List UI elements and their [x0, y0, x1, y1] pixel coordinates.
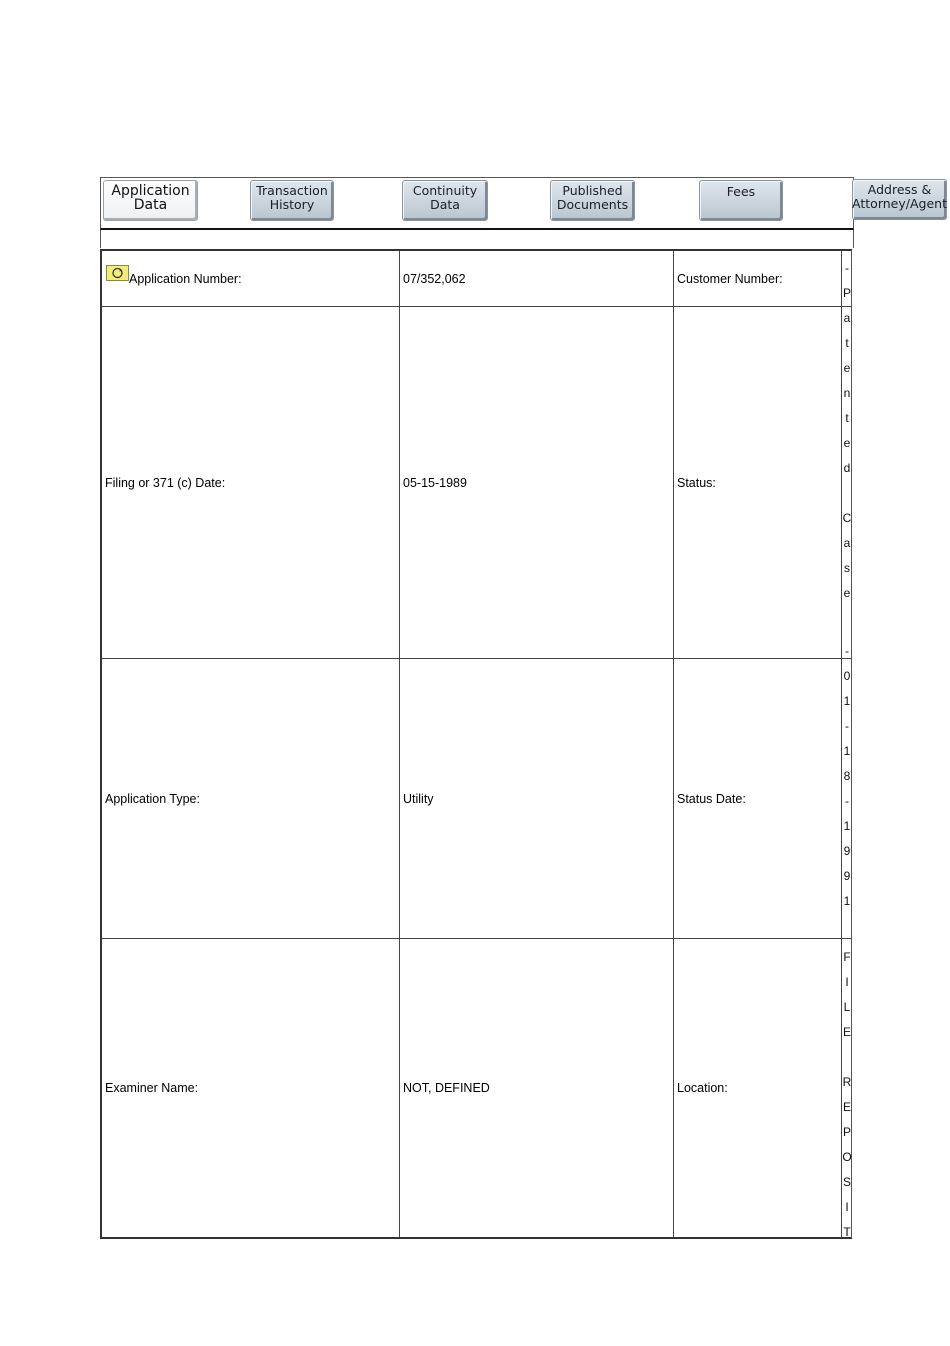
tab-underline [100, 223, 854, 230]
status-value-char: P [842, 286, 851, 300]
status-label: Status: [674, 307, 842, 658]
location-value-char: I [845, 1200, 849, 1214]
status-date-value-char: - [845, 719, 849, 733]
status-value-char: d [843, 461, 851, 475]
location-value-char: P [842, 1125, 851, 1139]
tab-application-data[interactable] [103, 180, 198, 221]
tab-address-attorney-agent[interactable] [852, 179, 947, 220]
status-date-value-char: 8 [843, 769, 851, 783]
table-row [102, 939, 851, 1237]
application-number-label: Application Number: [129, 271, 242, 286]
tab-transaction-history[interactable] [250, 180, 334, 221]
examiner-name-label: Examiner Name: [102, 939, 400, 1237]
status-date-label: Status Date: [674, 659, 842, 938]
status-value-char: t [845, 411, 849, 425]
tab-label-line2: Data [430, 196, 460, 212]
table-row [102, 251, 851, 307]
examiner-name-value: NOT, DEFINED [400, 939, 674, 1237]
tab-strip [100, 177, 854, 224]
status-value-char: e [843, 361, 851, 375]
application-data-table [100, 249, 852, 1239]
status-value-char: C [842, 511, 852, 525]
tab-label-line1: Address & [867, 181, 932, 197]
status-value-char: s [844, 561, 850, 575]
location-value-char: T [843, 1225, 851, 1239]
status-date-value-char: 9 [843, 869, 851, 883]
filing-date-value: 05-15-1989 [400, 307, 674, 658]
status-value-char: n [843, 386, 851, 400]
location-value-char: O [842, 1150, 852, 1164]
status-date-value-char: - [845, 644, 849, 658]
status-value-char: - [845, 261, 849, 275]
tab-label-line1: Published [562, 182, 623, 198]
table-row [102, 659, 851, 939]
filing-date-label: Filing or 371 (c) Date: [102, 307, 400, 658]
application-type-value: Utility [400, 659, 674, 938]
status-date-value-char: - [845, 794, 849, 808]
location-value-char: R [842, 1075, 852, 1089]
status-date-value-char: 1 [843, 894, 851, 908]
location-value-char: I [845, 975, 849, 989]
status-date-value-char: 0 [843, 669, 851, 683]
tab-published-documents[interactable] [550, 180, 635, 221]
tab-label-line2: Data [133, 196, 168, 213]
tab-label-line1: Continuity [412, 182, 478, 198]
tab-label-line2: Attorney/Agent [852, 195, 947, 211]
status-date-value-char: 1 [843, 694, 851, 708]
location-value-char: F [843, 950, 851, 964]
status-date-value-char: 9 [843, 844, 851, 858]
status-value-char: a [843, 536, 851, 550]
tab-continuity-data[interactable] [402, 180, 488, 221]
application-number-value: 07/352,062 [400, 251, 674, 306]
tab-label-line2: History [269, 196, 315, 212]
customer-number-label: Customer Number: [674, 251, 842, 306]
tab-label-line1: Application [111, 182, 190, 199]
status-value-char: t [845, 336, 849, 350]
location-value-char: E [842, 1025, 851, 1039]
location-label: Location: [674, 939, 842, 1237]
tab-label-line2: Documents [556, 196, 629, 212]
table-row [102, 307, 851, 659]
application-number-label-cell [102, 251, 400, 306]
tab-spacer [100, 230, 854, 248]
narrow-value-column [842, 262, 852, 1237]
status-date-value-char: 1 [843, 819, 851, 833]
application-type-label: Application Type: [102, 659, 400, 938]
location-value-char: E [842, 1100, 851, 1114]
location-value-char: L [843, 1000, 851, 1014]
refresh-icon[interactable] [106, 265, 129, 281]
tab-label-line1: Fees [726, 183, 756, 199]
status-value-char: a [843, 311, 851, 325]
status-value-char: e [843, 586, 851, 600]
location-value-char: S [842, 1175, 851, 1189]
tab-fees[interactable] [699, 180, 783, 221]
tab-label-line1: Transaction [256, 182, 328, 198]
status-value-char: e [843, 436, 851, 450]
status-date-value-char: 1 [843, 744, 851, 758]
